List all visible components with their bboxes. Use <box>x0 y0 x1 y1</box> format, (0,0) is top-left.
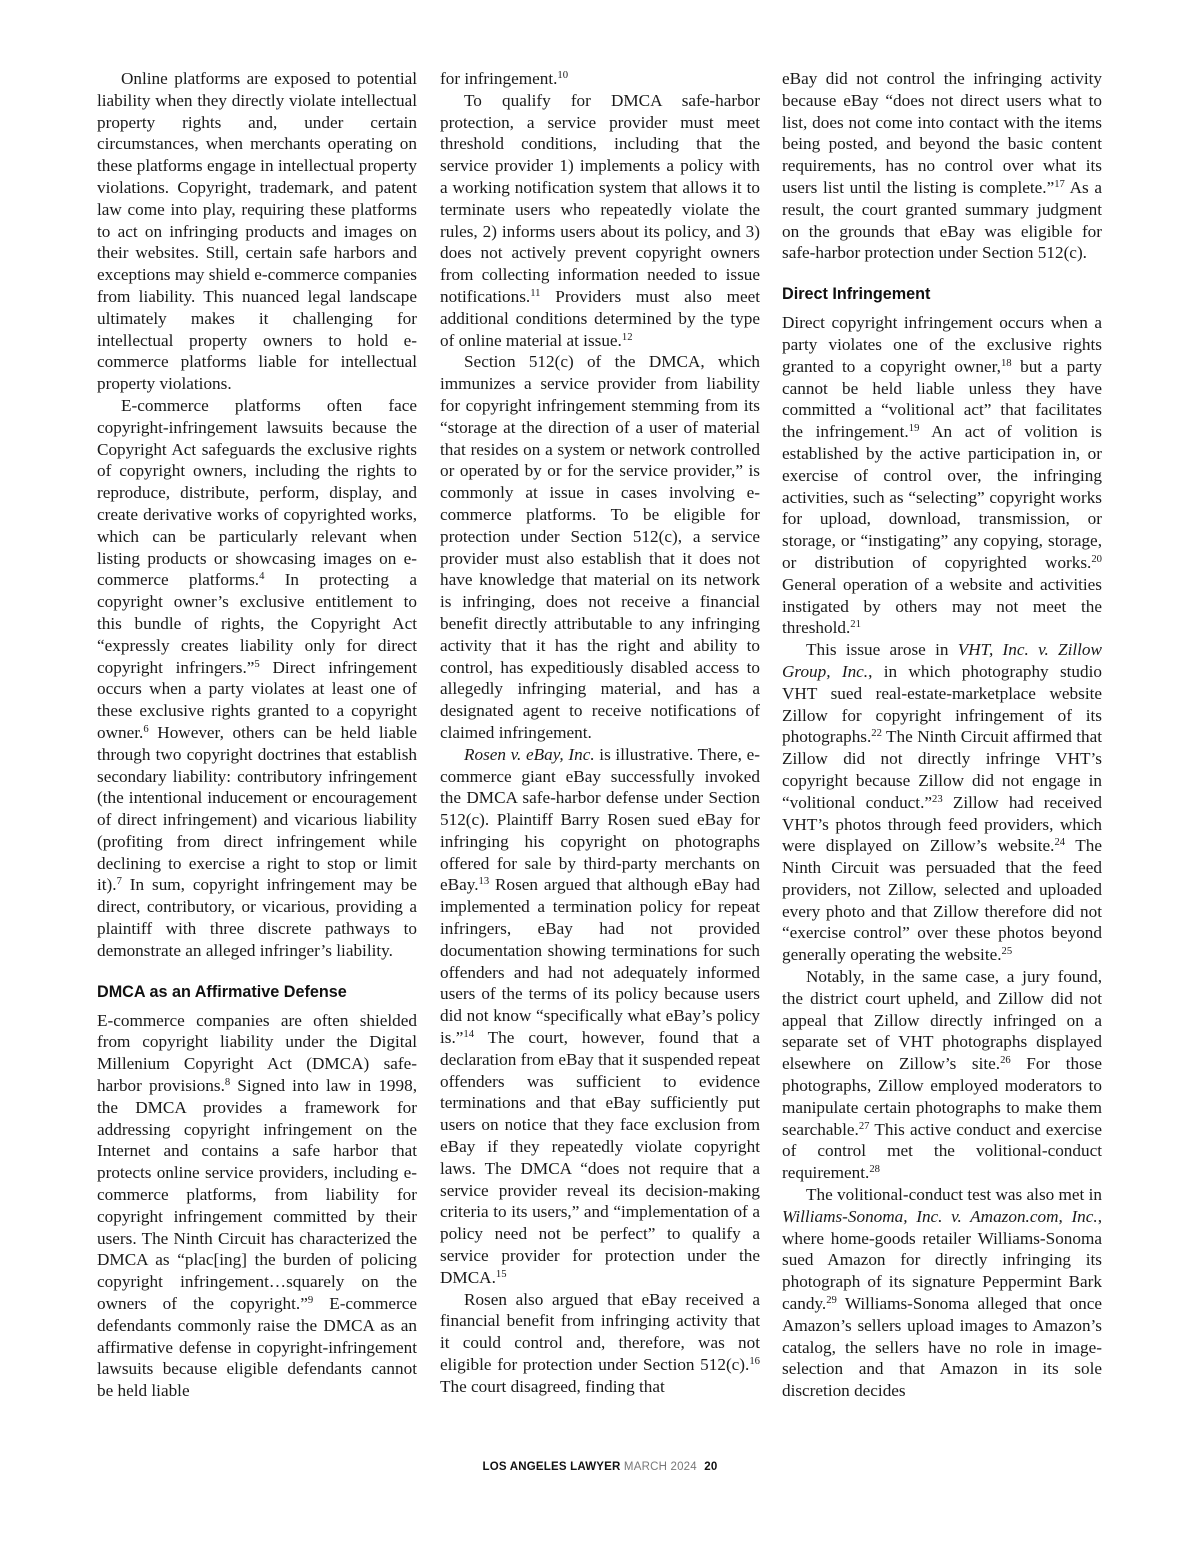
footnote-ref: 14 <box>463 1029 475 1041</box>
page-footer <box>0 1461 1200 1473</box>
paragraph: E-commerce platforms often face copyright-infringement lawsuits because the Copyright Act safeguards the exclusive rights of copyright owners, including the rights to reproduce, distribute, perform, display, and create derivative works of copyrighted works, which can be particularly relevant when listing products or showcasing images on e-commerce platforms.$^4$ In protecting a copyright owner’s exclusive entitlement to this bundle of rights, the Copyright Act “expressly creates liability only for direct copyright infringers.”$^5$ Direct infringement occurs when a party violates at least one of these exclusive rights granted to a copyright owner.$^6$ However, others can be held liable through two copyright doctrines that establish secondary liability: contributory infringement (the intentional inducement or encouragement of direct infringement) and vicarious liability (profiting from direct infringement while declining to exercise a right to stop or limit it).$^7$ In sum, copyright infringement may be direct, contributory, or vicarious, providing a plaintiff with three discrete pathways to demonstrate an alleged infringer’s liability. <box>97 395 418 960</box>
section-heading: Direct Infringement <box>782 285 931 304</box>
page-number: 20 <box>704 1461 718 1473</box>
section-heading: DMCA as an Affirmative Defense <box>97 982 347 1001</box>
paragraph: Online platforms are exposed to potential liability when they directly violate intellectual property rights and, under certain circumstances, when merchants operating on these platforms engage in intellectual property violations. Copyright, trademark, and patent law come into play, requiring these platforms to act on infringing products and images on their websites. Still, certain safe harbors and exceptions may shield e-commerce companies from liability. This nuanced legal landscape ultimately makes it challenging for intellectual property owners to hold e-commerce platforms liable for intellectual property violations. <box>97 69 417 394</box>
footnote-ref: 18 <box>1000 357 1012 369</box>
paragraph: This issue arose in VHT, Inc. v. Zillow Group, Inc., in which photography studio VHT sued real-estate-marketplace website Zillow for copyright infringement of its photographs.$^{22}$ The Ninth Circuit affirmed that Zillow did not directly infringe VHT’s copyright because Zillow did not engage in “volitional conduct.”$^{23}$ Zillow had received VHT’s photos through feed providers, which were displayed on Zillow’s website.$^{24}$ The Ninth Circuit was persuaded that the feed providers, not Zillow, selected and uploaded every photo and that Zillow therefore did not “exercise control” over these photos beyond generally operating the website.$^{25}$ <box>782 640 1102 965</box>
footnote-ref: 11 <box>530 288 541 300</box>
column-2 <box>440 68 760 1398</box>
footnote-ref: 7 <box>116 876 122 888</box>
column-3 <box>782 68 1102 1402</box>
case-name: Williams-Sonoma, Inc. v. Amazon.com, Inc. <box>782 1206 1098 1226</box>
paragraph: Direct copyright infringement occurs when a party violates one of the exclusive rights granted to a copyright owner,$^{18}$ but a party cannot be held liable unless they have committed a “volitional act” that facilitates the infringement.$^{19}$ An act of volition is established by the active participation in, or exercise of control over, the infringing activities, such as “selecting” copyright works for upload, download, transmission, or storage, or “instigating” any copying, storage, or distribution of copyrighted works.$^{20}$ General operation of a website and activities instigated by others may not meet the threshold.$^{21}$ <box>782 313 1102 638</box>
footnote-ref: 20 <box>1091 554 1102 566</box>
paragraph: Section 512(c) of the DMCA, which immunizes a service provider from liability for copyright infringement stemming from its “storage at the direction of a user of material that resides on a system or network controlled or operated by or for the service provider,” is commonly at issue in cases involving e-commerce platforms. To be eligible for protection under Section 512(c), a service provider must also establish that it does not have knowledge that material on its network is infringing, does not receive a financial benefit directly attributable to any infringing activity that it has the right and ability to control, has expeditiously disabled access to allegedly infringing material, and has a designated agent to receive notifications of claimed infringement. <box>440 352 760 742</box>
footnote-ref: 27 <box>858 1120 870 1132</box>
paragraph: for infringement.$^{10}$ <box>440 69 569 88</box>
footnote-ref: 5 <box>254 658 260 670</box>
footnote-ref: 12 <box>621 331 633 343</box>
paragraph: To qualify for DMCA safe-harbor protection, a service provider must meet threshold conditions, including that the service provider 1) implements a policy with a working notification system that allows it to terminate users who repeatedly violate the rules, 2) informs users about its policy, and 3) does not actively prevent copyright owners from collecting information needed to issue notifications.$^{11}$ Providers must also meet additional conditions determined by the type of online material at issue.$^{12}$ <box>440 90 760 350</box>
paragraph: eBay did not control the infringing activity because eBay “does not direct users what to list, does not come into contact with the items being posted, and beyond the basic content requirements, has no control over what its users list until the listing is complete.”$^{17}$ As a result, the court granted summary judgment on the grounds that eBay was eligible for safe-harbor protection under Section 512(c). <box>782 69 1102 263</box>
footnote-ref: 9 <box>307 1295 314 1307</box>
footnote-ref: 23 <box>932 793 943 805</box>
column-1 <box>97 68 417 1402</box>
footnote-ref: 22 <box>871 728 882 740</box>
paragraph: The volitional-conduct test was also met in Williams-Sonoma, Inc. v. Amazon.com, Inc., where home-goods retailer Williams-Sonoma sued Amazon for directly infringing its photograph of its signature Peppermint Bark candy.$^{29}$ Williams-Sonoma alleged that once Amazon’s sellers upload images to Amazon’s catalog, the sellers have no role in image-selection and that Amazon in its sole discretion decides <box>782 1185 1102 1401</box>
footnote-ref: 19 <box>908 423 920 435</box>
footnote-ref: 8 <box>224 1077 231 1089</box>
issue-date: MARCH 2024 <box>623 1461 697 1473</box>
footnote-ref: 6 <box>143 724 149 736</box>
case-name: Rosen v. eBay, Inc. <box>464 744 595 764</box>
footnote-ref: 29 <box>826 1295 837 1307</box>
footnote-ref: 10 <box>557 70 569 82</box>
footnote-ref: 16 <box>749 1356 760 1368</box>
footnote-ref: 28 <box>869 1164 880 1176</box>
footnote-ref: 25 <box>1001 946 1013 958</box>
paragraph: E-commerce companies are often shielded from copyright liability under the Digital Millenium Copyright Act (DMCA) safe-harbor provisions.$^8$ Signed into law in 1998, the DMCA provides a framework for addressing copyright infringement on the Internet and contains a safe harbor that protects online service providers, including e-commerce platforms, from liability for copyright infringement committed by their users. The Ninth Circuit has characterized the DMCA as “plac[ing] the burden of policing copyright infringement…squarely on the owners of the copyright.”$^9$ E-commerce defendants commonly raise the DMCA as an affirmative defense in copyright-infringement lawsuits because eligible defendants cannot be held liable <box>97 1010 417 1401</box>
footnote-ref: 26 <box>1000 1055 1011 1067</box>
footnote-ref: 15 <box>495 1268 507 1280</box>
paragraph: Rosen v. eBay, Inc. is illustrative. There, e-commerce giant eBay successfully invoked the DMCA safe-harbor defense under Section 512(c). Plaintiff Barry Rosen sued eBay for infringing his copyright on photographs offered for sale by third-party merchants on eBay.$^{13}$ Rosen argued that although eBay had implemented a termination policy for repeat infringers, eBay had not provided documentation showing terminations for such offenders and had not adequately informed users of the terms of its policy because users did not know “specifically what eBay’s policy is.”$^{14}$ The court, however, found that a declaration from eBay that it suspended repeat offenders was sufficient to evidence terminations and that eBay sufficiently put users on notice that they face exclusion from eBay if they repeatedly violate copyright laws. The DMCA “does not require that a service provider reveal its decision-making criteria to its users,” and “implementation of a policy need not be perfect” to qualify a service provider for protection under the DMCA.$^{15}$ <box>440 744 761 1287</box>
footnote-ref: 21 <box>850 619 861 631</box>
paragraph: Rosen also argued that eBay received a financial benefit from infringing activity that it could control and, therefore, was not eligible for protection under Section 512(c).$^{16}$ The court disagreed, finding that <box>440 1289 760 1396</box>
footnote-ref: 13 <box>478 876 490 888</box>
paragraph: Notably, in the same case, a jury found, the district court upheld, and Zillow did not appeal that Zillow directly infringed on a separate set of VHT photographs displayed elsewhere on Zillow’s site.$^{26}$ For those photographs, Zillow employed moderators to manipulate certain photographs to make them searchable.$^{27}$ This active conduct and exercise of control met the volitional-conduct requirement.$^{28}$ <box>782 967 1103 1183</box>
footnote-ref: 17 <box>1054 179 1065 191</box>
footnote-ref: 24 <box>1054 837 1066 849</box>
case-name: VHT, Inc. v. Zillow Group, Inc. <box>782 640 1102 681</box>
publication-name: LOS ANGELES LAWYER <box>482 1461 621 1473</box>
footnote-ref: 4 <box>259 571 265 583</box>
